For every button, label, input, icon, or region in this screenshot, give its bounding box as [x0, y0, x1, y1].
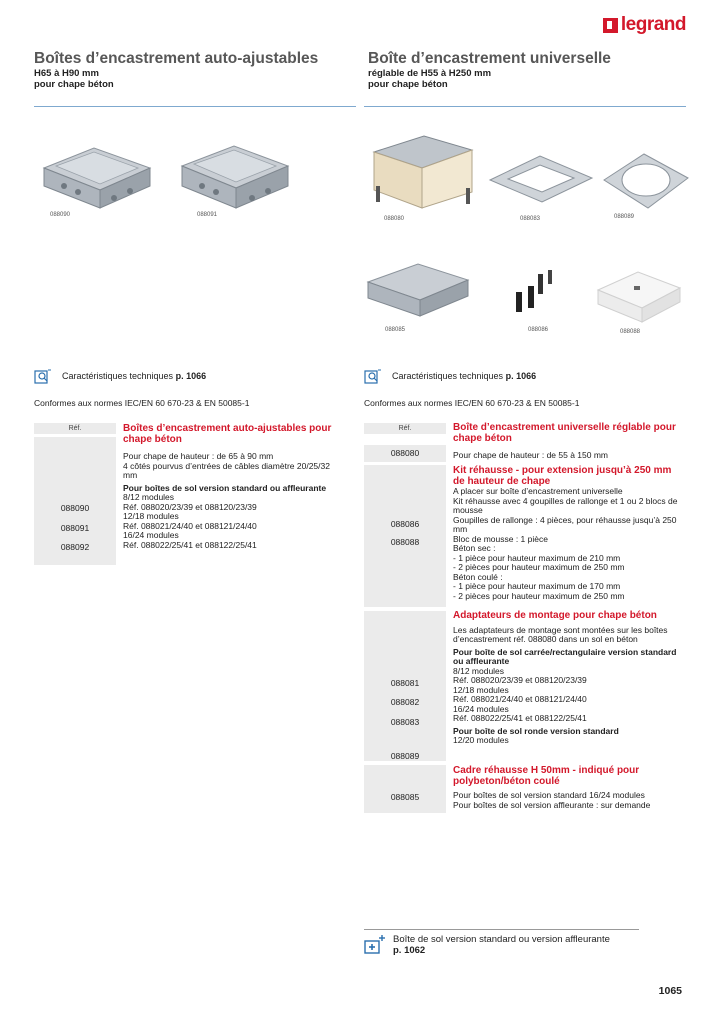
- right-ref-088088: 088088: [390, 537, 420, 547]
- left-description: [123, 424, 333, 550]
- right-subtitle-2: pour chape béton: [368, 79, 448, 90]
- left-subtitle-2: pour chape béton: [34, 79, 114, 90]
- right-s1-heading: Boîte d’encastrement universelle réglable pour chape béton: [453, 422, 676, 444]
- left-item-3: 12/18 modules: [123, 511, 179, 521]
- right-s3-item-2: Réf. 088020/23/39 et 088120/23/39: [453, 675, 587, 685]
- legrand-logo: [603, 14, 686, 36]
- right-s2-line-6: - 1 pièce pour hauteur maximum de 210 mm: [453, 552, 621, 563]
- left-item-4: Réf. 088021/24/40 et 088121/24/40: [123, 520, 257, 531]
- right-ref-088086: 088086: [390, 519, 420, 529]
- photo-code-088090: 088090: [50, 212, 71, 218]
- left-line-1: Pour chape de hauteur : de 65 à 90 mm: [123, 451, 274, 461]
- right-s2-line-3: Goupilles de rallonge : 4 pièces, pour réhausse jusqu’à 250 mm: [453, 514, 677, 534]
- right-ref-088085: 088085: [390, 792, 420, 802]
- left-item-2: Réf. 088020/23/39 et 088120/23/39: [123, 501, 257, 512]
- right-s3-subheading-2: Pour boîte de sol ronde version standard: [453, 725, 619, 736]
- right-s3-item-4: Réf. 088021/24/40 et 088121/24/40: [453, 694, 587, 704]
- right-section-2: [453, 466, 681, 601]
- left-subheading: Pour boîtes de sol version standard ou affleurante: [123, 482, 327, 493]
- left-norms: Conformes aux normes IEC/EN 60 670-23 & EN 50085-1: [34, 398, 250, 408]
- right-s3-heading: Adaptateurs de montage pour chape béton: [453, 610, 657, 621]
- page-number: 1065: [658, 985, 682, 997]
- right-ref-column-4: [364, 765, 446, 813]
- magnifier-doc-icon: [34, 368, 52, 384]
- right-tech-page: p. 1066: [505, 371, 537, 381]
- right-s2-line-1: A placer sur boîte d’encastrement universelle: [453, 486, 623, 496]
- right-section-1: [453, 423, 681, 461]
- left-section-heading: Boîtes d’encastrement auto-ajustables pour chape béton: [123, 423, 332, 445]
- footer-crossref[interactable]: [364, 934, 610, 956]
- right-ref-column-2: [364, 465, 446, 607]
- left-product-table: [34, 423, 352, 568]
- right-ref-header: Réf.: [364, 423, 446, 434]
- right-section-4: [453, 766, 681, 810]
- photo-code-088086: 088086: [528, 327, 549, 333]
- photo-088080: [366, 128, 480, 214]
- left-subtitle-1: H65 à H90 mm: [34, 68, 99, 79]
- left-ref-088091: 088091: [60, 523, 90, 533]
- right-s3-intro: Les adaptateurs de montage sont montées sur les boîtes d’encastrement réf. 088080 dans un sol en béton: [453, 624, 668, 644]
- left-ref-088092: 088092: [60, 542, 90, 552]
- left-tech-page: p. 1066: [175, 371, 207, 381]
- photo-code-088089: 088089: [614, 214, 635, 220]
- right-s2-heading: Kit réhausse - pour extension jusqu’à 250 mm de hauteur de chape: [453, 465, 672, 487]
- right-s3-item-1: 8/12 modules: [453, 665, 505, 676]
- right-s2-line-2: Kit réhausse avec 4 goupilles de rallonge et 1 ou 2 blocs de mousse: [453, 495, 678, 515]
- right-title: Boîte d’encastrement universelle: [368, 50, 611, 67]
- right-s2-line-4: Bloc de mousse : 1 pièce: [453, 533, 548, 544]
- right-ref-088089: 088089: [390, 751, 420, 761]
- photo-088088: [594, 266, 684, 326]
- photo-code-088088: 088088: [620, 329, 641, 335]
- photo-088091: [172, 128, 296, 212]
- right-tech-link[interactable]: [364, 368, 536, 384]
- right-s1-line: Pour chape de hauteur : de 55 à 150 mm: [453, 450, 608, 460]
- left-divider: [34, 106, 356, 107]
- right-ref-088082: 088082: [390, 697, 420, 707]
- photo-code-088080: 088080: [384, 216, 405, 222]
- photo-088085: [364, 256, 472, 322]
- photo-088090: [34, 128, 158, 212]
- left-item-6: Réf. 088022/25/41 et 088122/25/41: [123, 539, 257, 550]
- left-tech-label: Caractéristiques techniques: [62, 371, 174, 381]
- right-s2-line-9: - 1 pièce pour hauteur maximum de 170 mm: [453, 581, 621, 591]
- right-norms: Conformes aux normes IEC/EN 60 670-23 & EN 50085-1: [364, 398, 580, 408]
- footer-note-text: Boîte de sol version standard ou version affleurante: [393, 934, 610, 945]
- legrand-logo-text: legrand: [620, 14, 686, 35]
- right-ref-088083: 088083: [390, 717, 420, 727]
- legrand-logo-icon: [603, 18, 618, 33]
- left-line-2: 4 côtés pourvus d’entrées de câbles diamètre 20/25/32 mm: [123, 460, 330, 480]
- left-item-1: 8/12 modules: [123, 492, 175, 502]
- footer-divider: [364, 929, 639, 930]
- right-tech-label: Caractéristiques techniques: [392, 371, 504, 381]
- right-s4-heading: Cadre réhausse H 50mm - indiqué pour polybeton/béton coulé: [453, 765, 640, 787]
- right-divider: [364, 106, 686, 107]
- photo-code-088083: 088083: [520, 216, 541, 222]
- right-ref-088081: 088081: [390, 678, 420, 688]
- magnifier-doc-icon: [364, 368, 382, 384]
- right-s4-line-1: Pour boîtes de sol version standard 16/24 modules: [453, 790, 645, 800]
- right-s3-item-5: 16/24 modules: [453, 703, 509, 714]
- right-s2-line-7: - 2 pièces pour hauteur maximum de 250 mm: [453, 562, 625, 572]
- plus-box-icon: [364, 934, 386, 954]
- right-s3-item-6: Réf. 088022/25/41 et 088122/25/41: [453, 713, 587, 723]
- footer-page-ref: p. 1062: [393, 945, 426, 956]
- left-ref-header: Réf.: [34, 423, 116, 434]
- right-s2-line-8: Béton coulé :: [453, 571, 503, 582]
- left-title: Boîtes d’encastrement auto-ajustables: [34, 50, 319, 67]
- photo-088086: [508, 268, 558, 316]
- right-s2-line-5: Béton sec :: [453, 543, 496, 553]
- photo-088083: [484, 150, 596, 206]
- right-subtitle-1: réglable de H55 à H250 mm: [368, 68, 492, 79]
- left-tech-link[interactable]: [34, 368, 206, 384]
- left-ref-088090: 088090: [60, 503, 90, 513]
- photo-code-088085: 088085: [385, 327, 406, 333]
- left-heading: [34, 50, 318, 90]
- right-section-3: [453, 611, 681, 746]
- left-item-5: 16/24 modules: [123, 530, 179, 540]
- right-s3-subheading: Pour boîte de sol carrée/rectangulaire version standard ou affleurante: [453, 646, 677, 666]
- right-s2-line-10: - 2 pièces pour hauteur maximum de 250 mm: [453, 590, 625, 601]
- right-s3-item-3: 12/18 modules: [453, 684, 509, 695]
- right-s4-line-2: Pour boîtes de sol version affleurante : sur demande: [453, 799, 651, 810]
- right-product-table: [364, 423, 686, 815]
- photo-088089: [600, 150, 690, 212]
- right-ref-088080: 088080: [390, 448, 420, 458]
- right-heading: [368, 50, 611, 90]
- photo-code-088091: 088091: [197, 212, 218, 218]
- right-s3-item2: 12/20 modules: [453, 735, 509, 745]
